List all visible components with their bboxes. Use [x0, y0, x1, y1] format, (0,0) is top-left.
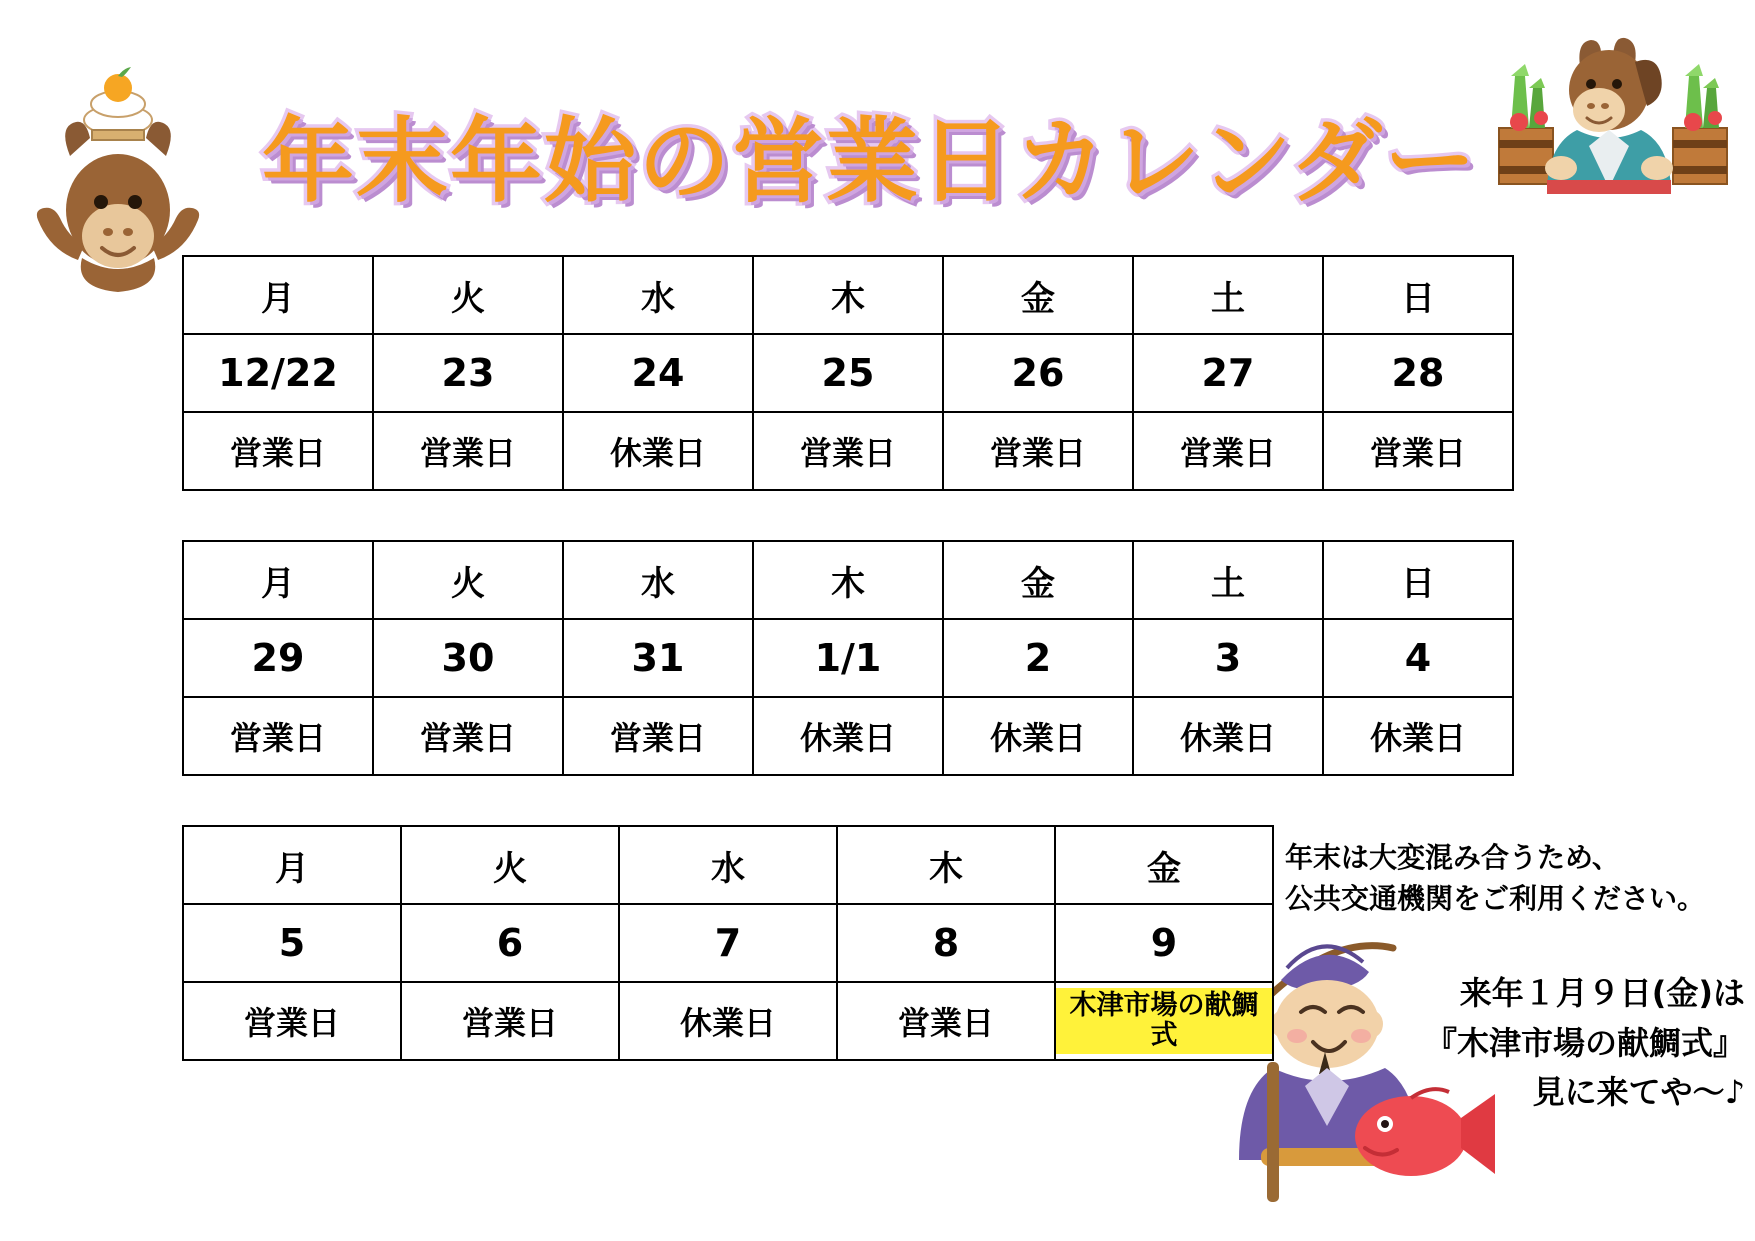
note-event-line-1: 来年１月９日(金)は	[1459, 974, 1745, 1013]
table-row-date	[183, 334, 1513, 412]
date-cell: 5	[183, 904, 401, 982]
dow-cell: 水	[619, 826, 837, 904]
status-cell: 営業日	[1133, 412, 1323, 490]
status-cell: 営業日	[183, 412, 373, 490]
dow-cell: 月	[183, 826, 401, 904]
table-row-dow	[183, 541, 1513, 619]
status-cell: 休業日	[1323, 697, 1513, 775]
note-traffic	[1285, 838, 1745, 919]
table-row-dow	[183, 826, 1273, 904]
dow-cell: 土	[1133, 256, 1323, 334]
date-cell: 24	[563, 334, 753, 412]
date-cell: 29	[183, 619, 373, 697]
note-event-line-3: 見に来てや～♪	[1532, 1073, 1745, 1112]
date-cell: 28	[1323, 334, 1513, 412]
status-cell: 休業日	[1133, 697, 1323, 775]
date-cell: 25	[753, 334, 943, 412]
note-traffic-line-2: 公共交通機関をご利用ください。	[1285, 881, 1706, 915]
table-row-status	[183, 697, 1513, 775]
status-cell: 営業日	[837, 982, 1055, 1060]
date-cell: 27	[1133, 334, 1323, 412]
dow-cell: 木	[753, 256, 943, 334]
date-cell: 12/22	[183, 334, 373, 412]
dow-cell: 火	[373, 541, 563, 619]
date-cell: 2	[943, 619, 1133, 697]
status-cell: 休業日	[753, 697, 943, 775]
status-cell: 営業日	[183, 697, 373, 775]
calendar-week-1	[182, 255, 1514, 491]
status-cell: 営業日	[183, 982, 401, 1060]
dow-cell: 金	[943, 541, 1133, 619]
dow-cell: 木	[753, 541, 943, 619]
date-cell: 3	[1133, 619, 1323, 697]
dow-cell: 日	[1323, 256, 1513, 334]
dow-cell: 水	[563, 256, 753, 334]
status-cell: 営業日	[373, 697, 563, 775]
dow-cell: 火	[401, 826, 619, 904]
table-row-status	[183, 982, 1273, 1060]
status-cell: 営業日	[1323, 412, 1513, 490]
dow-cell: 金	[943, 256, 1133, 334]
title-area	[0, 40, 1755, 215]
dow-cell: 月	[183, 256, 373, 334]
date-cell: 31	[563, 619, 753, 697]
event-badge: 木津市場の献鯛式	[1056, 988, 1272, 1053]
table-row-dow	[183, 256, 1513, 334]
date-cell: 7	[619, 904, 837, 982]
status-cell: 休業日	[943, 697, 1133, 775]
dow-cell: 木	[837, 826, 1055, 904]
status-cell: 営業日	[563, 697, 753, 775]
status-cell: 営業日	[373, 412, 563, 490]
date-cell: 1/1	[753, 619, 943, 697]
dow-cell: 火	[373, 256, 563, 334]
page-title: 年末年始の営業日カレンダー	[261, 108, 1479, 215]
note-event	[1285, 969, 1745, 1118]
calendar-week-2	[182, 540, 1514, 776]
date-cell: 30	[373, 619, 563, 697]
notes-area	[1285, 838, 1745, 1118]
table-row-status	[183, 412, 1513, 490]
status-cell-event	[1055, 982, 1273, 1060]
note-traffic-line-1: 年末は大変混み合うため、	[1285, 841, 1620, 874]
dow-cell: 土	[1133, 541, 1323, 619]
date-cell: 26	[943, 334, 1133, 412]
status-cell: 営業日	[943, 412, 1133, 490]
status-cell: 営業日	[753, 412, 943, 490]
date-cell: 6	[401, 904, 619, 982]
date-cell: 9	[1055, 904, 1273, 982]
dow-cell: 日	[1323, 541, 1513, 619]
date-cell: 4	[1323, 619, 1513, 697]
status-cell: 休業日	[563, 412, 753, 490]
table-row-date	[183, 619, 1513, 697]
dow-cell: 水	[563, 541, 753, 619]
calendar-week-3	[182, 825, 1274, 1061]
status-cell: 休業日	[619, 982, 837, 1060]
dow-cell: 金	[1055, 826, 1273, 904]
note-event-line-2: 『木津市場の献鯛式』	[1424, 1023, 1745, 1062]
status-cell: 営業日	[401, 982, 619, 1060]
table-row-date	[183, 904, 1273, 982]
date-cell: 8	[837, 904, 1055, 982]
dow-cell: 月	[183, 541, 373, 619]
date-cell: 23	[373, 334, 563, 412]
